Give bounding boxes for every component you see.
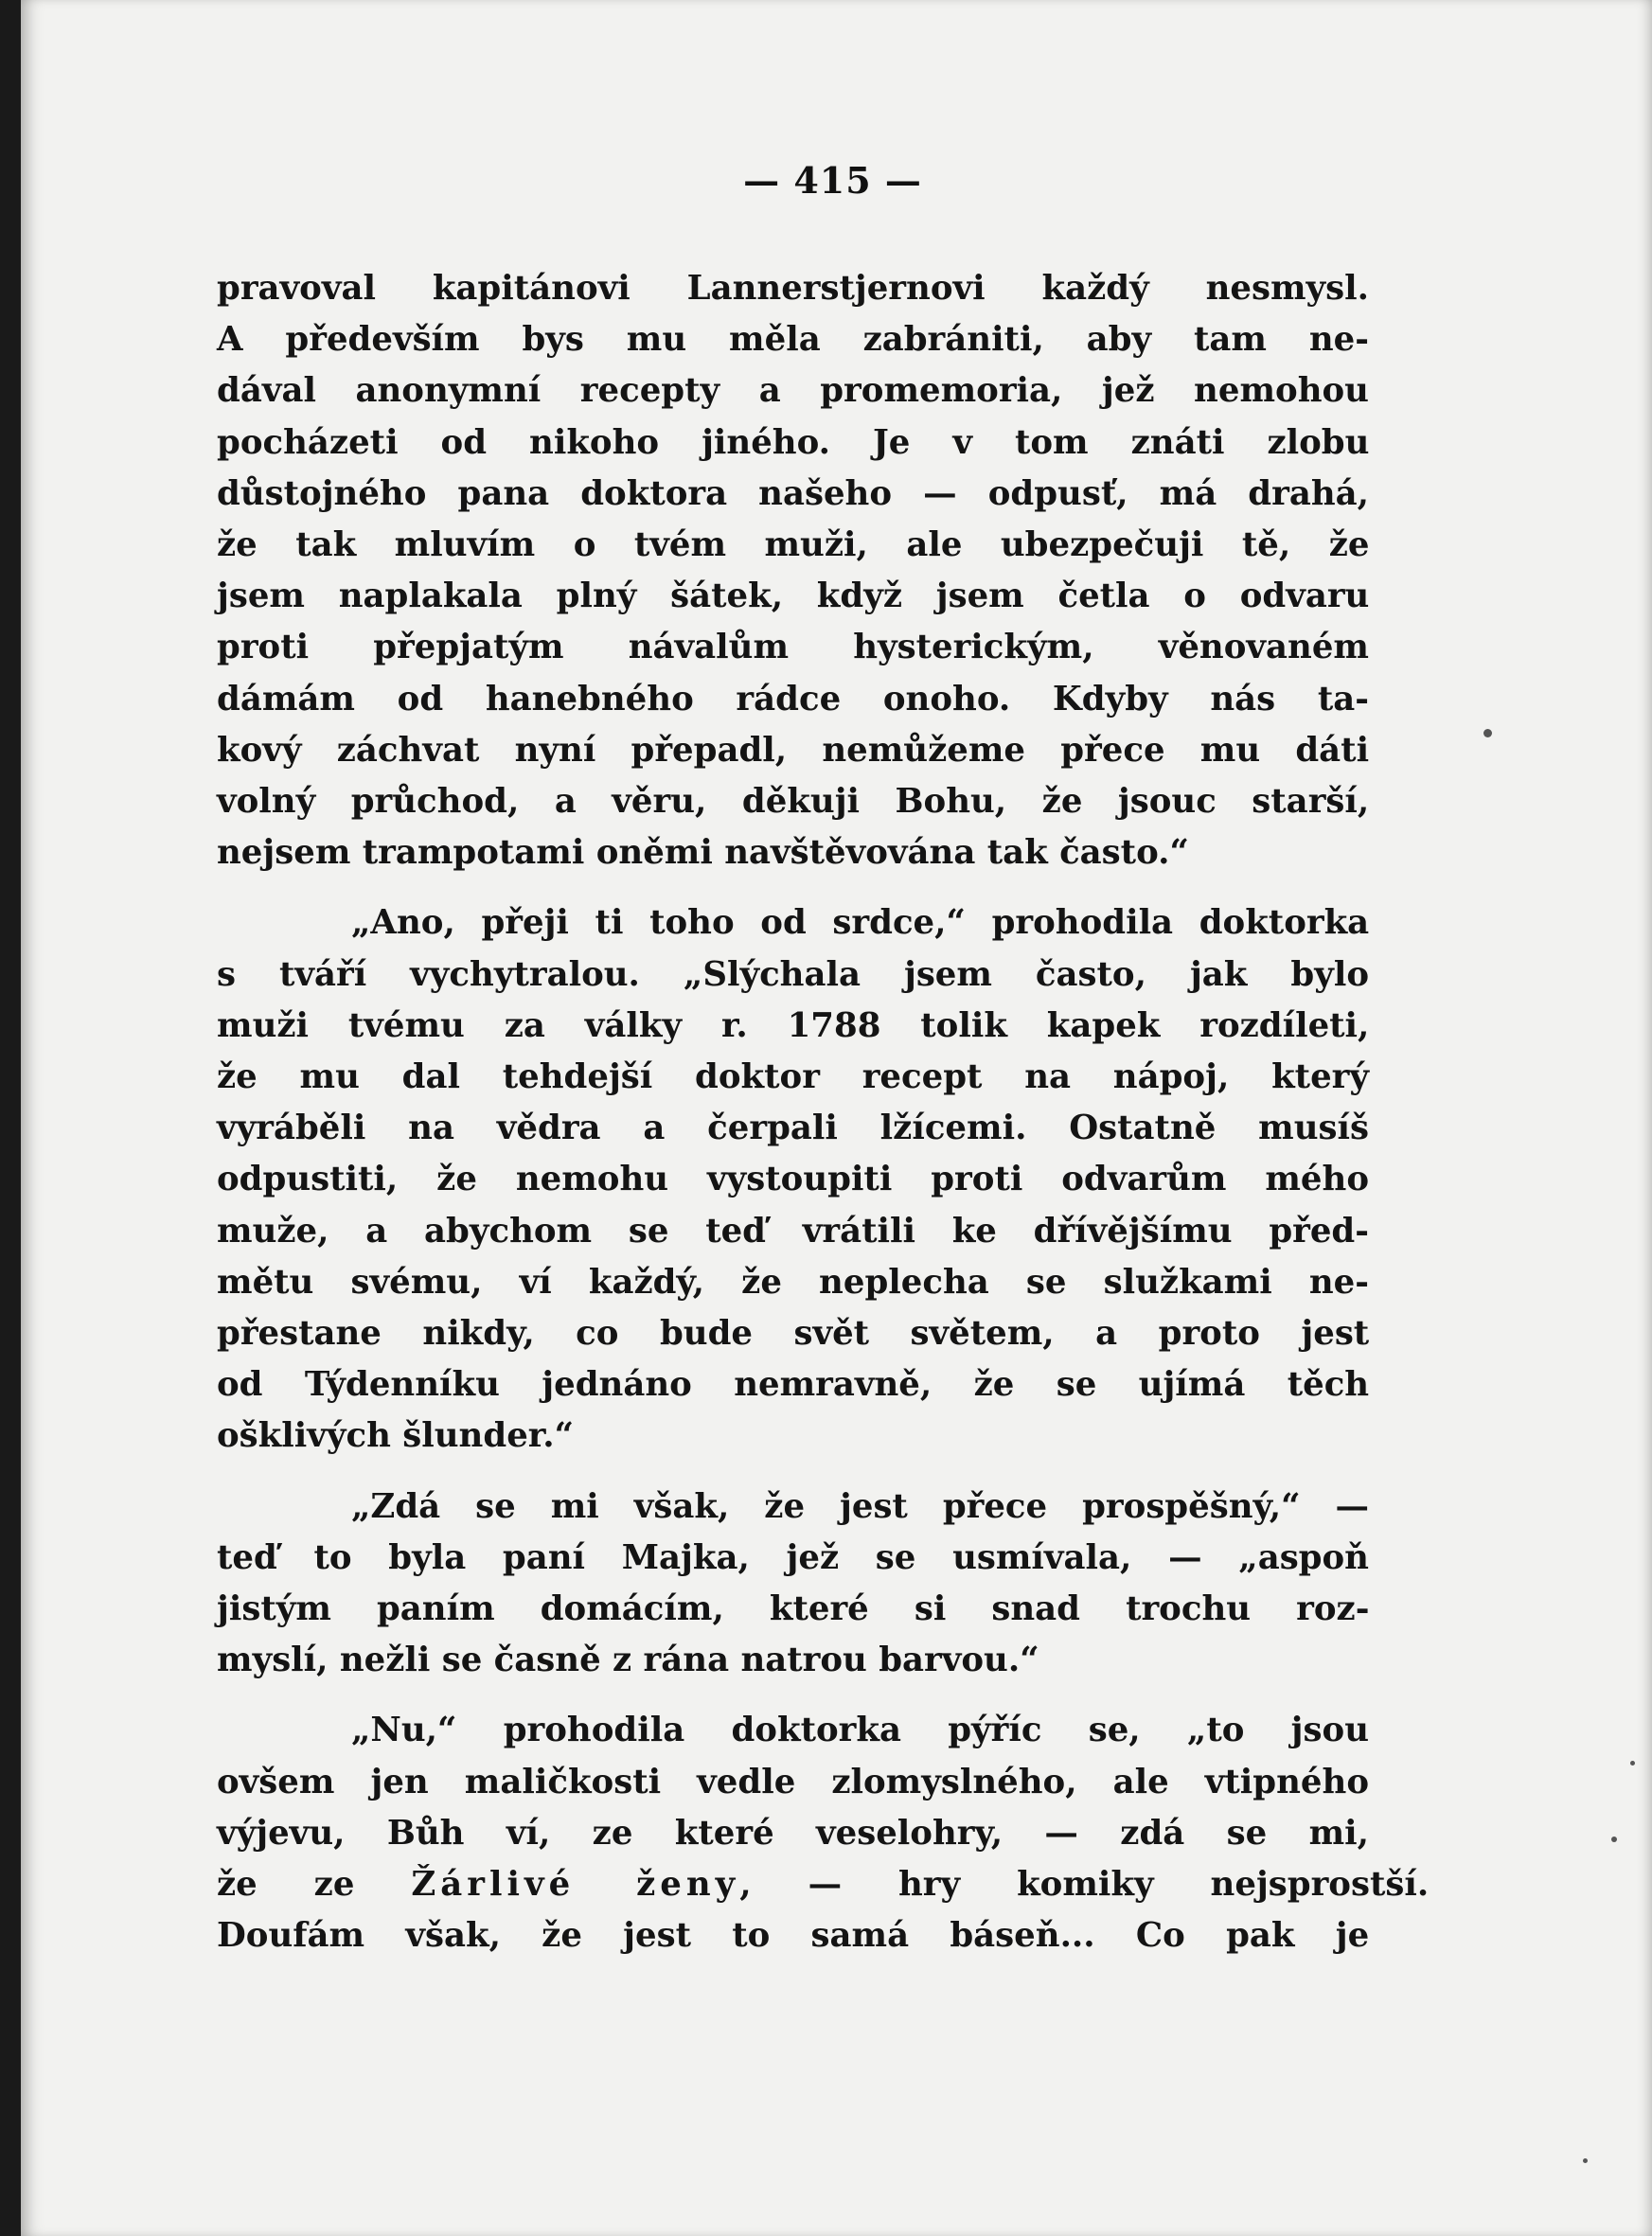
text-line: ovšem jen maličkosti vedle zlomyslného, ale vtipného (217, 1762, 1369, 1801)
text-line: proti přepjatým návalům hysterickým, věnovaném (217, 628, 1369, 667)
text-line: teď to byla paní Majka, jež se usmívala, — „aspoň (217, 1537, 1369, 1577)
paragraph-4 (217, 1705, 1430, 1961)
text-line: mětu svému, ví každý, že neplecha se služkami ne- (217, 1262, 1369, 1302)
text-line: výjevu, Bůh ví, ze které veselohry, — zdá se mi, (217, 1813, 1369, 1853)
text-line: že mu dal tehdejší doktor recept na nápoj, který (217, 1057, 1369, 1097)
paragraph-2 (217, 897, 1369, 1462)
text-line: pocházeti od nikoho jiného. Je v tom znáti zlobu (217, 422, 1370, 462)
text-line: dámám od hanebného rádce onoho. Kdyby nás ta- (217, 679, 1369, 719)
paragraph-3 (217, 1482, 1369, 1687)
paper-speck (1630, 1761, 1635, 1766)
paper-speck (1611, 1837, 1617, 1842)
text-line: důstojného pana doktora našeho — odpusť, má drahá, (217, 473, 1369, 513)
text-line: pravoval kapitánovi Lannerstjernovi každý nesmysl. (217, 269, 1369, 308)
body-text (217, 263, 1430, 1962)
text-line: ošklivých šlunder.“ (217, 1416, 574, 1456)
text-line: že ze Žárlivé ženy, — hry komiky nejsprostší. (217, 1865, 1430, 1905)
text-line: vyráběli na vědra a čerpali lžícemi. Ostatně musíš (217, 1109, 1369, 1148)
text-line: nejsem trampotami oněmi navštěvována tak často.“ (217, 833, 1189, 873)
text-line: „Zdá se mi však, že jest přece prospěšný,“ — (351, 1486, 1370, 1526)
text-line: jistým paním domácím, které si snad trochu roz- (217, 1589, 1370, 1629)
text-line: „Nu,“ prohodila doktorka pýříc se, „to jsou (351, 1711, 1369, 1750)
text-line: odpustiti, že nemohu vystoupiti proti odvarům mého (217, 1160, 1369, 1199)
text-line: A především bys mu měla zabrániti, aby tam ne- (217, 320, 1369, 360)
page-number: — 415 — (743, 159, 922, 202)
paper-speck (1483, 729, 1492, 737)
text-line: muži tvému za války r. 1788 tolik kapek rozdíleti, (217, 1005, 1370, 1045)
text-line: „Ano, přeji ti toho od srdce,“ prohodila doktorka (351, 903, 1370, 943)
text-line: kový záchvat nyní přepadl, nemůžeme přece mu dáti (217, 730, 1370, 770)
text-line: že tak mluvím o tvém muži, ale ubezpečuji tě, že (217, 525, 1370, 565)
text-line: myslí, nežli se časně z rána natrou barvou.“ (217, 1641, 1039, 1680)
text-line: Doufám však, že jest to samá báseň... Co pak je (217, 1916, 1370, 1956)
text-line: dával anonymní recepty a promemoria, jež nemohou (217, 371, 1369, 411)
paper-speck (1583, 2158, 1588, 2163)
text-line: jsem naplakala plný šátek, když jsem četla o odvaru (217, 577, 1370, 616)
text-line: muže, a abychom se teď vrátili ke dřívějšímu před- (217, 1211, 1369, 1251)
text-line: s tváří vychytralou. „Slýchala jsem často, jak bylo (217, 954, 1369, 994)
text-line: od Týdenníku jednáno nemravně, že se ujímá těch (217, 1365, 1370, 1405)
book-page (21, 0, 1652, 2236)
paragraph-1 (217, 263, 1369, 878)
text-line: přestane nikdy, co bude svět světem, a proto jest (217, 1314, 1370, 1354)
text-line: volný průchod, a věru, děkuji Bohu, že jsouc starší, (217, 782, 1370, 822)
